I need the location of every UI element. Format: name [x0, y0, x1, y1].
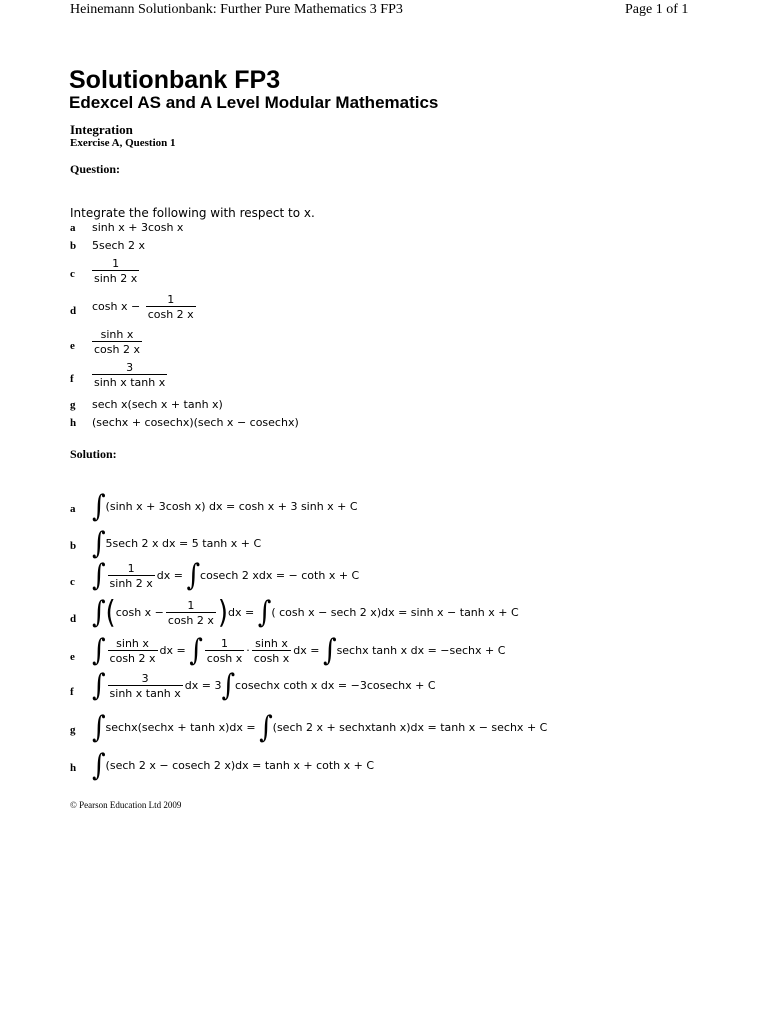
question-h: (sechx + cosechx)(sech x − cosechx) — [92, 416, 299, 429]
question-a-label: a — [70, 222, 76, 234]
integral-sign-icon: ∫ — [92, 748, 106, 784]
header-title: Heinemann Solutionbank: Further Pure Mathematics 3 FP3 — [70, 2, 403, 17]
question-h-label: h — [70, 417, 77, 429]
solution-d-denominator: cosh 2 x — [167, 614, 214, 627]
integral-sign-icon: ∫ — [323, 633, 337, 669]
solution-a-text: (sinh x + 3cosh x) dx = cosh x + 3 sinh x + C — [105, 500, 358, 513]
solution-e-mid2: dx = — [293, 644, 320, 657]
question-f-label: f — [70, 373, 74, 385]
solution-f-rest1: dx = 3 — [184, 679, 222, 692]
solution-g-label: g — [70, 724, 76, 736]
question-d-numerator: 1 — [167, 293, 175, 306]
question-b-label: b — [70, 240, 77, 252]
integral-sign-icon: ∫ — [259, 710, 273, 746]
question-d-denominator: cosh 2 x — [147, 308, 194, 321]
solution-b-text: 5sech 2 x dx = 5 tanh x + C — [105, 537, 262, 550]
solution-h — [92, 748, 375, 784]
question-f — [90, 362, 169, 388]
page-subtitle: Edexcel AS and A Level Modular Mathematics — [69, 93, 439, 112]
integral-sign-icon: ∫ — [186, 558, 201, 594]
integral-sign-icon: ∫ — [92, 633, 106, 669]
integral-sign-icon: ∫ — [92, 710, 106, 746]
solution-c — [92, 558, 360, 594]
page-title: Solutionbank FP3 — [69, 66, 281, 94]
question-f-numerator: 3 — [126, 361, 134, 374]
solution-c-denominator: sinh 2 x — [109, 577, 153, 590]
solution-e: ∫ $\frac{\text{sinh x}}{\cosh 2 x}$ dx = ∫ $\frac{1}{\text{cosh x}}$ · $\frac{\text{sinh x}}{\text{cosh x}}$ dx = ∫sechx tanh x dx = −sechx + C — [92, 633, 506, 669]
solution-f-label: f — [70, 686, 74, 698]
solution-g — [92, 710, 548, 746]
integral-sign-icon: ∫ — [92, 668, 106, 704]
question-c-label: c — [70, 268, 75, 280]
question-c — [90, 258, 141, 284]
integral-sign-icon: ∫ — [92, 558, 106, 594]
question-d-prefix: cosh x − — [92, 300, 141, 313]
solution-a — [92, 489, 358, 525]
copyright-footer: © Pearson Education Ltd 2009 — [70, 800, 182, 810]
solution-e-rest: sechx tanh x dx = −sechx + C — [336, 644, 506, 657]
question-c-numerator: 1 — [112, 257, 120, 270]
solution-e-denominator-3: cosh x — [253, 652, 290, 665]
solution-g-part2: (sech 2 x + sechxtanh x)dx = tanh x − sechx + C — [272, 721, 548, 734]
solution-d-rest1: dx = — [228, 606, 255, 619]
right-paren-icon: ) — [217, 595, 229, 631]
solution-d — [92, 595, 519, 631]
integral-sign-icon: ∫ — [92, 526, 106, 562]
question-d — [92, 294, 198, 320]
question-g-label: g — [70, 399, 76, 411]
solution-e-numerator-1: sinh x — [116, 637, 149, 650]
solution-f-numerator: 3 — [141, 672, 149, 685]
question-f-denominator: sinh x tanh x — [94, 376, 166, 389]
integral-sign-icon: ∫ — [189, 633, 203, 669]
integral-sign-icon: ∫ — [221, 668, 236, 704]
solution-b — [92, 526, 262, 562]
solution-e-denominator-2: cosh x — [206, 652, 243, 665]
solution-h-label: h — [70, 762, 77, 774]
integral-sign-icon: ∫ — [257, 595, 272, 631]
question-e-denominator: cosh 2 x — [94, 343, 140, 356]
solution-label: Solution: — [70, 447, 117, 461]
solution-d-numerator: 1 — [187, 599, 195, 612]
question-a: sinh x + 3cosh x — [92, 221, 184, 234]
question-label: Question: — [70, 162, 121, 176]
question-d-label: d — [70, 305, 77, 317]
page-number: Page 1 of 1 — [625, 2, 689, 17]
solution-d-prefix: cosh x − — [115, 606, 164, 619]
topic-heading: Integration — [70, 122, 133, 137]
solution-d-label: d — [70, 613, 77, 625]
question-e — [90, 329, 144, 355]
solution-b-label: b — [70, 540, 77, 552]
question-c-denominator: sinh 2 x — [94, 272, 138, 285]
solution-c-label: c — [70, 576, 75, 588]
integral-sign-icon: ∫ — [92, 489, 106, 525]
solution-d-rest2: ( cosh x − sech 2 x)dx = sinh x − tanh x + C — [271, 606, 519, 619]
question-e-numerator: sinh x — [100, 328, 134, 341]
question-b: 5sech 2 x — [92, 239, 146, 252]
solution-g-part1: sechx(sechx + tanh x)dx = — [105, 721, 256, 734]
solution-e-mid1: dx = — [159, 644, 186, 657]
question-intro: Integrate the following with respect to x. — [70, 206, 315, 220]
solution-h-text: (sech 2 x − cosech 2 x)dx = tanh x + coth x + C — [105, 759, 375, 772]
solution-e-numerator-2: 1 — [221, 637, 229, 650]
solution-a-label: a — [70, 503, 76, 515]
integral-sign-icon: ∫ — [92, 595, 106, 631]
solution-e-numerator-3: sinh x — [255, 637, 288, 650]
solution-e-denominator-1: cosh 2 x — [109, 652, 156, 665]
left-paren-icon: ( — [105, 595, 116, 631]
solution-f-rest2: cosechx coth x dx = −3cosechx + C — [235, 679, 436, 692]
solution-c-numerator: 1 — [127, 562, 135, 575]
exercise-heading: Exercise A, Question 1 — [70, 137, 176, 149]
solution-c-rest2: cosech 2 xdx = − coth x + C — [200, 569, 360, 582]
question-g: sech x(sech x + tanh x) — [92, 398, 223, 411]
solution-c-rest1: dx = — [156, 569, 183, 582]
solution-e-label: e — [70, 651, 75, 663]
solution-f — [92, 668, 436, 704]
question-e-label: e — [70, 340, 75, 352]
solution-f-denominator: sinh x tanh x — [109, 687, 181, 700]
